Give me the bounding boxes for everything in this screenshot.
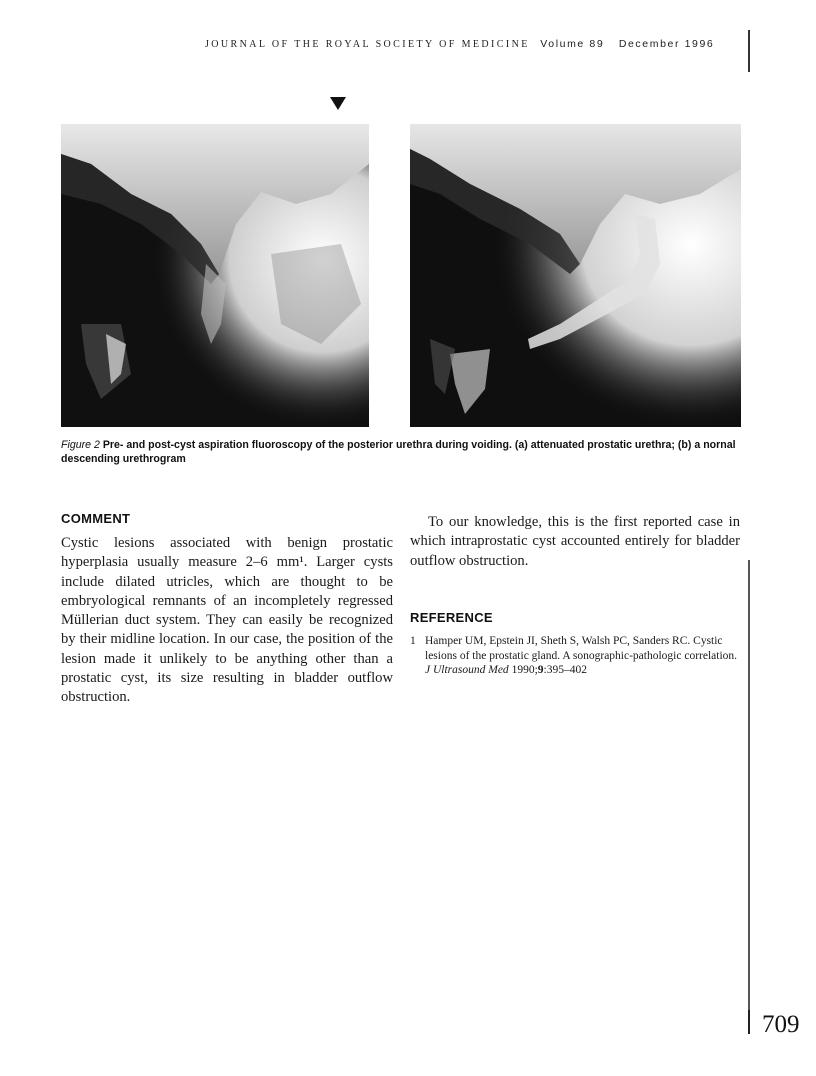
figure-2a-fluoroscopy-image (61, 124, 369, 427)
reference-journal: J Ultrasound Med (425, 664, 509, 676)
reference-entry (410, 634, 742, 678)
reference-number: 1 (410, 635, 416, 647)
figure-label: Figure 2 (61, 439, 100, 451)
reference-pages: :395–402 (543, 664, 587, 676)
figure-caption-text: Pre- and post-cyst aspiration fluoroscopy of the posterior urethra during voiding. (a) attenuated prostatic urethra; (b) a nornal descending urethrogram (61, 439, 736, 465)
figure-caption (61, 439, 751, 466)
page-number: 709 (762, 1011, 800, 1038)
figure-2b-fluoroscopy-image (410, 124, 741, 427)
reference-year: 1990; (511, 664, 538, 676)
margin-rule (748, 30, 750, 72)
arrow-marker-icon (330, 97, 346, 110)
running-head (205, 38, 745, 50)
journal-volume: Volume 89 (540, 38, 605, 50)
comment-paragraph: Cystic lesions associated with benign prostatic hyperplasia usually measure 2–6 mm¹. Larger cysts include dilated utricles, which are thought to be embryological remnants of an incompletely regressed Müllerian duct system. They can easily be recognized by their midline location. In our case, the position of the lesion made it unlikely to be anything other than a prostatic cyst, its size resulting in bladder outflow obstruction. (61, 535, 393, 706)
margin-rule (748, 1010, 750, 1034)
comment-heading: COMMENT (61, 511, 131, 526)
reference-body (425, 634, 742, 678)
reference-volume: 9 (537, 664, 544, 676)
margin-rule (748, 560, 750, 1030)
reference-authors: Hamper UM, Epstein JI, Sheth S, Walsh PC, Sanders RC. Cystic lesions of the prostatic gland. A sonographic-pathologic correlation. (425, 635, 738, 662)
journal-title: JOURNAL OF THE ROYAL SOCIETY OF MEDICINE (205, 39, 530, 50)
reference-heading: REFERENCE (410, 610, 493, 625)
journal-date: December 1996 (618, 38, 715, 50)
knowledge-paragraph: To our knowledge, this is the first reported case in which intraprostatic cyst accounted entirely for bladder outflow obstruction. (410, 514, 740, 569)
